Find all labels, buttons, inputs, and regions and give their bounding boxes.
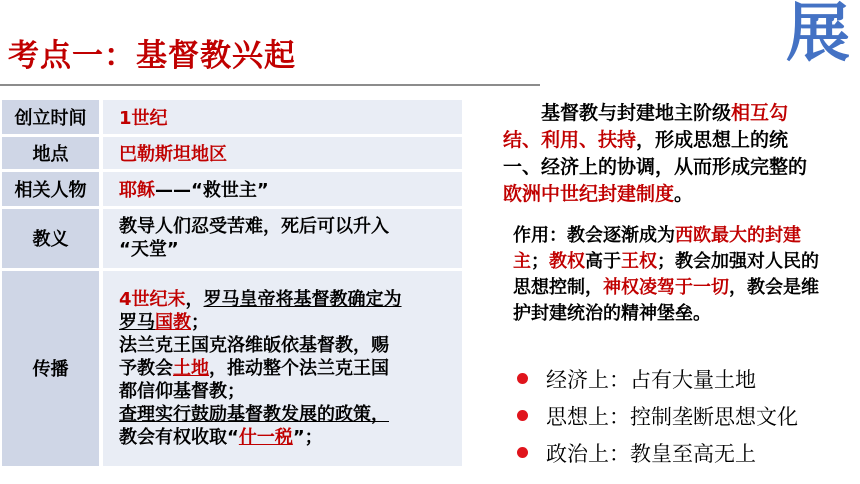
page-title: 考点一：基督教兴起 (8, 38, 296, 74)
row-value: 1世纪 (101, 100, 462, 135)
spread-keyword: 什一税 (238, 426, 293, 448)
spread-line: 查理实行鼓励基督教发展的政策， (119, 403, 389, 425)
feudal-system-paragraph (503, 100, 823, 208)
table-row (2, 207, 462, 269)
paragraph-keyword: 教权 (549, 251, 585, 272)
person-title: ——“救世主” (155, 179, 269, 201)
paragraph-text: 作用：教会逐渐成为 (513, 225, 675, 246)
paragraph-keyword: 西欧最大的封建主 (513, 225, 801, 272)
paragraph-text: ；教会加强对人民的思想控制， (513, 251, 819, 298)
paragraph-text: 基督教与封建地主阶级 (503, 102, 732, 124)
spread-text: 教会有权收取“ (119, 426, 239, 448)
paragraph-text: 。 (674, 183, 694, 205)
list-item (517, 397, 798, 434)
paragraph-text: ，教会是维护封建统治的精神堡垒。 (513, 277, 819, 324)
spread-keyword: 国教 (155, 311, 191, 333)
row-value (101, 207, 462, 269)
bullet-dot-icon (517, 447, 528, 458)
spread-line (119, 426, 456, 449)
spread-text: ， (185, 288, 204, 310)
list-item-text: 思想上：控制垄断思想文化 (546, 404, 798, 429)
role-paragraph (513, 223, 823, 327)
row-label: 教义 (2, 207, 101, 269)
spread-text: ； (191, 311, 209, 333)
list-item-text: 政治上：教皇至高无上 (546, 441, 756, 466)
spread-text: 罗马 (119, 311, 155, 333)
list-item-text: 经济上：占有大量土地 (546, 367, 756, 392)
title-divider (0, 84, 540, 86)
spread-line (119, 311, 456, 334)
spread-date: 4世纪末 (119, 288, 186, 310)
paragraph-keyword: 相互勾结、利用、扶持 (503, 102, 789, 151)
doctrine-line: “天堂” (119, 239, 179, 260)
bullet-list (517, 360, 798, 471)
paragraph-text: ，形成思想上的统一、经济上的协调，从而形成完整的 (503, 129, 808, 178)
spread-text: ”； (292, 426, 323, 448)
spread-keyword: 土地 (173, 357, 209, 379)
list-item (517, 360, 798, 397)
paragraph-keyword: 神权凌驾于一切 (603, 277, 729, 298)
spread-line (119, 357, 456, 380)
person-name: 耶稣 (119, 179, 155, 201)
row-label: 创立时间 (2, 100, 101, 135)
list-item (517, 434, 798, 471)
bullet-dot-icon (517, 410, 528, 421)
row-label: 传播 (2, 269, 101, 467)
spread-text: 罗马皇帝将基督教确定为 (203, 288, 402, 310)
info-table (2, 100, 462, 469)
paragraph-text: 高于 (585, 251, 621, 272)
table-row (2, 170, 462, 207)
bullet-dot-icon (517, 373, 528, 384)
row-value (101, 269, 462, 467)
row-label: 地点 (2, 135, 101, 170)
spread-text: ，推动整个法兰克王国 (209, 357, 389, 379)
table-row (2, 269, 462, 467)
row-value (101, 170, 462, 207)
table-row (2, 100, 462, 135)
row-label: 相关人物 (2, 170, 101, 207)
paragraph-keyword: 欧洲中世纪封建制度 (503, 183, 675, 205)
spread-line: 法兰克王国克洛维皈依基督教，赐 (119, 334, 389, 356)
paragraph-keyword: 王权 (621, 251, 657, 272)
spread-line (119, 288, 456, 311)
doctrine-line: 教导人们忍受苦难，死后可以升入 (119, 216, 389, 237)
corner-character: 展 (786, 0, 850, 71)
spread-text: 予教会 (119, 357, 173, 379)
paragraph-text: ； (531, 251, 549, 272)
row-value: 巴勒斯坦地区 (101, 135, 462, 170)
table-row (2, 135, 462, 170)
spread-line: 都信仰基督教； (119, 380, 245, 402)
